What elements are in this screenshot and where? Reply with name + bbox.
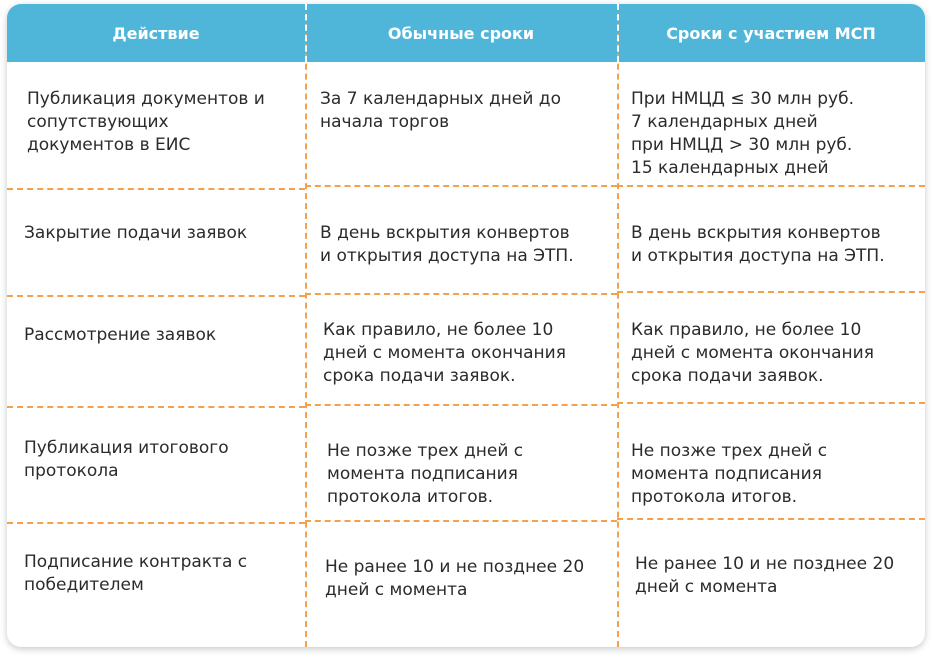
column-divider bbox=[617, 4, 619, 647]
column-divider bbox=[305, 4, 307, 647]
cell-normal-term: В день вскрытия конвертов и открытия доступа на ЭТП. bbox=[320, 223, 574, 266]
row-divider bbox=[305, 520, 617, 522]
cell-msp-term: Как правило, не более 10 дней с момента окончания срока подачи заявок. bbox=[631, 320, 874, 386]
header-normal-terms: Обычные сроки bbox=[387, 23, 535, 43]
cell-action: Публикация документов и сопутствующих документов в ЕИС bbox=[27, 89, 265, 155]
row-divider bbox=[617, 402, 925, 404]
deadlines-table bbox=[7, 4, 925, 647]
cell-normal-term: Не ранее 10 и не позднее 20 дней с момента bbox=[325, 557, 585, 600]
header-divider bbox=[305, 4, 307, 62]
cell-action: Рассмотрение заявок bbox=[24, 325, 217, 345]
row-divider bbox=[617, 518, 925, 520]
row-divider bbox=[7, 295, 305, 297]
cell-msp-term: В день вскрытия конвертов и открытия доступа на ЭТП. bbox=[631, 223, 885, 266]
cell-normal-term: Не позже трех дней с момента подписания протокола итогов. bbox=[327, 441, 524, 507]
row-divider bbox=[7, 406, 305, 408]
cell-action: Закрытие подачи заявок bbox=[24, 223, 248, 243]
header-msp-terms: Сроки с участием МСП bbox=[666, 23, 876, 43]
cell-action: Публикация итогового протокола bbox=[24, 438, 229, 481]
cell-action: Подписание контракта с победителем bbox=[24, 552, 248, 595]
cell-normal-term: Как правило, не более 10 дней с момента окончания срока подачи заявок. bbox=[323, 320, 566, 386]
header-action: Действие bbox=[112, 23, 200, 43]
row-divider bbox=[305, 293, 617, 295]
cell-msp-term: Не позже трех дней с момента подписания протокола итогов. bbox=[631, 441, 828, 507]
row-divider bbox=[305, 404, 617, 406]
row-divider bbox=[305, 185, 617, 187]
cell-msp-term: Не ранее 10 и не позднее 20 дней с момента bbox=[635, 554, 895, 597]
row-divider bbox=[617, 185, 925, 187]
row-divider bbox=[617, 291, 925, 293]
cell-normal-term: За 7 календарных дней до начала торгов bbox=[320, 89, 561, 132]
row-divider bbox=[7, 188, 305, 190]
cell-msp-term: При НМЦД ≤ 30 млн руб. 7 календарных дней при НМЦД > 30 млн руб. 15 календарных дней bbox=[631, 89, 854, 178]
table-header bbox=[7, 4, 925, 62]
header-divider bbox=[617, 4, 619, 62]
row-divider bbox=[7, 522, 305, 524]
